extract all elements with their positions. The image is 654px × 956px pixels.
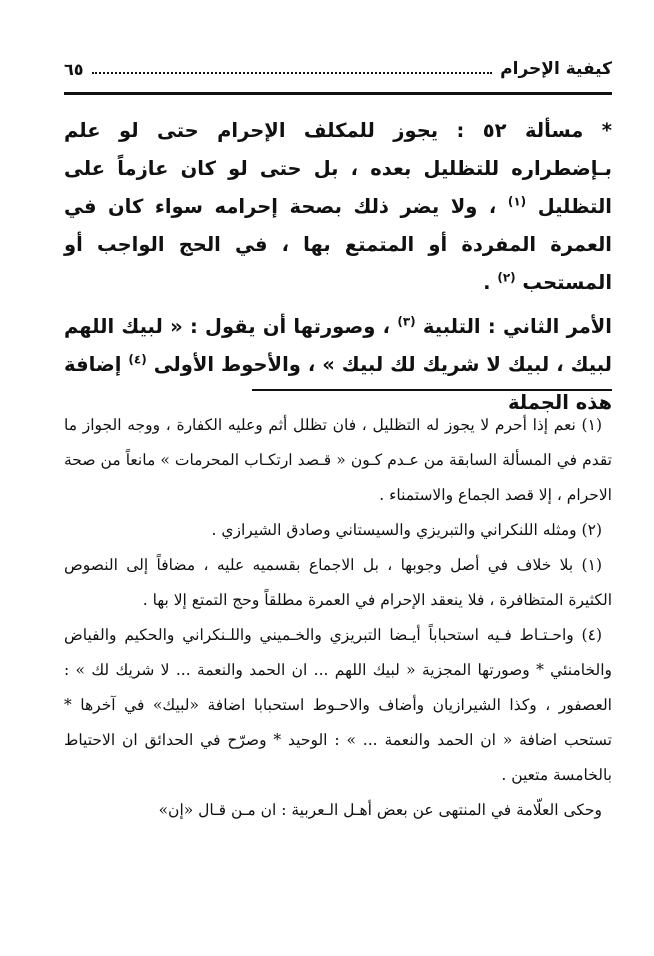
p1-text-c: . (483, 271, 491, 294)
footnote-ref-2: (٢) (497, 270, 516, 285)
footnote-ref-3: (٣) (397, 314, 416, 329)
footnote-ref-1: (١) (507, 194, 527, 209)
footnote-2: (٢) ومثله اللنكراني والتبريزي والسيستاني وصادق الشيرازي . (211, 521, 602, 539)
p1-text-a: * مسألة ٥٢ : يجوز للمكلف الإحرام حتى لو علم بـإضطراره للتظليل بعده ، بل حتى لو كان عازماً على التظليل (64, 119, 612, 218)
header-rule (64, 92, 612, 95)
running-header (64, 54, 612, 84)
footnote-3: (١) بلا خلاف في أصل وجوبها ، بل الاجماع بقسميه عليه ، مضافاً إلى النصوص الكثيرة المتظافرة ، فلا ينعقد الإحرام في العمرة مطلقاً وحج التمتع إلا بها . (64, 556, 612, 609)
footnotes (64, 408, 612, 828)
footnote-4-continued: وحكى العلّامة في المنتهى عن بعض أهـل الـعربية : ان مـن قـال «إن» (158, 801, 602, 819)
p1-text-b: ، ولا يضر ذلك بصحة إحرامه سواء كان في العمرة المفردة أو المتمتع بها ، في الحج الواجب أو المستحب (64, 195, 612, 294)
footnote-1: (١) نعم إذا أحرم لا يجوز له التظليل ، فان تظلل أثم وعليه الكفارة ، ووجه الجواز ما تقدم في المسألة السابقة من عـدم كـون « قـصد ارتكـاب المحرمات » مانعاً من صحة الاحرام ، إلا قصد الجماع والاستمناء . (64, 416, 612, 504)
paragraph-masala-52 (64, 112, 612, 302)
chapter-title: كيفية الإحرام (500, 59, 612, 79)
footnote-4: (٤) واحـتـاط فـيه استحباباً أيـضا التبريزي والخـميني واللـنكراني والحكيم والفياض والخامنئي * وصورتها المجزية « لبيك اللهم ... ان الحمد والنعمة ... لا شريك لك » : العصفور ، وكذا الشيرازيان وأضاف والاحـوط استحبابا اضافة «لبيك» في آخرها * تستحب اضافة « ان الحمد والنعمة ... » : الوحيد * وصرّح في الحدائق ان الاحتياط بالخامسة متعين . (64, 626, 612, 784)
p2-text-b: ، وصورتها أن يقول : « لبيك اللهم لبيك ، لبيك لا شريك لك لبيك » ، والأحوط الأولى (64, 315, 612, 376)
paragraph-talbiya (64, 308, 612, 422)
footnote-ref-4: (٤) (128, 352, 147, 367)
footnote-separator (252, 389, 612, 391)
p2-text-a: الأمر الثاني : التلبية (422, 315, 612, 338)
page-number: ٦٥ (64, 59, 84, 79)
p2-text-c: إضافة هذه الجملة (64, 353, 612, 414)
main-text (64, 112, 612, 422)
leader-dots (92, 64, 493, 74)
